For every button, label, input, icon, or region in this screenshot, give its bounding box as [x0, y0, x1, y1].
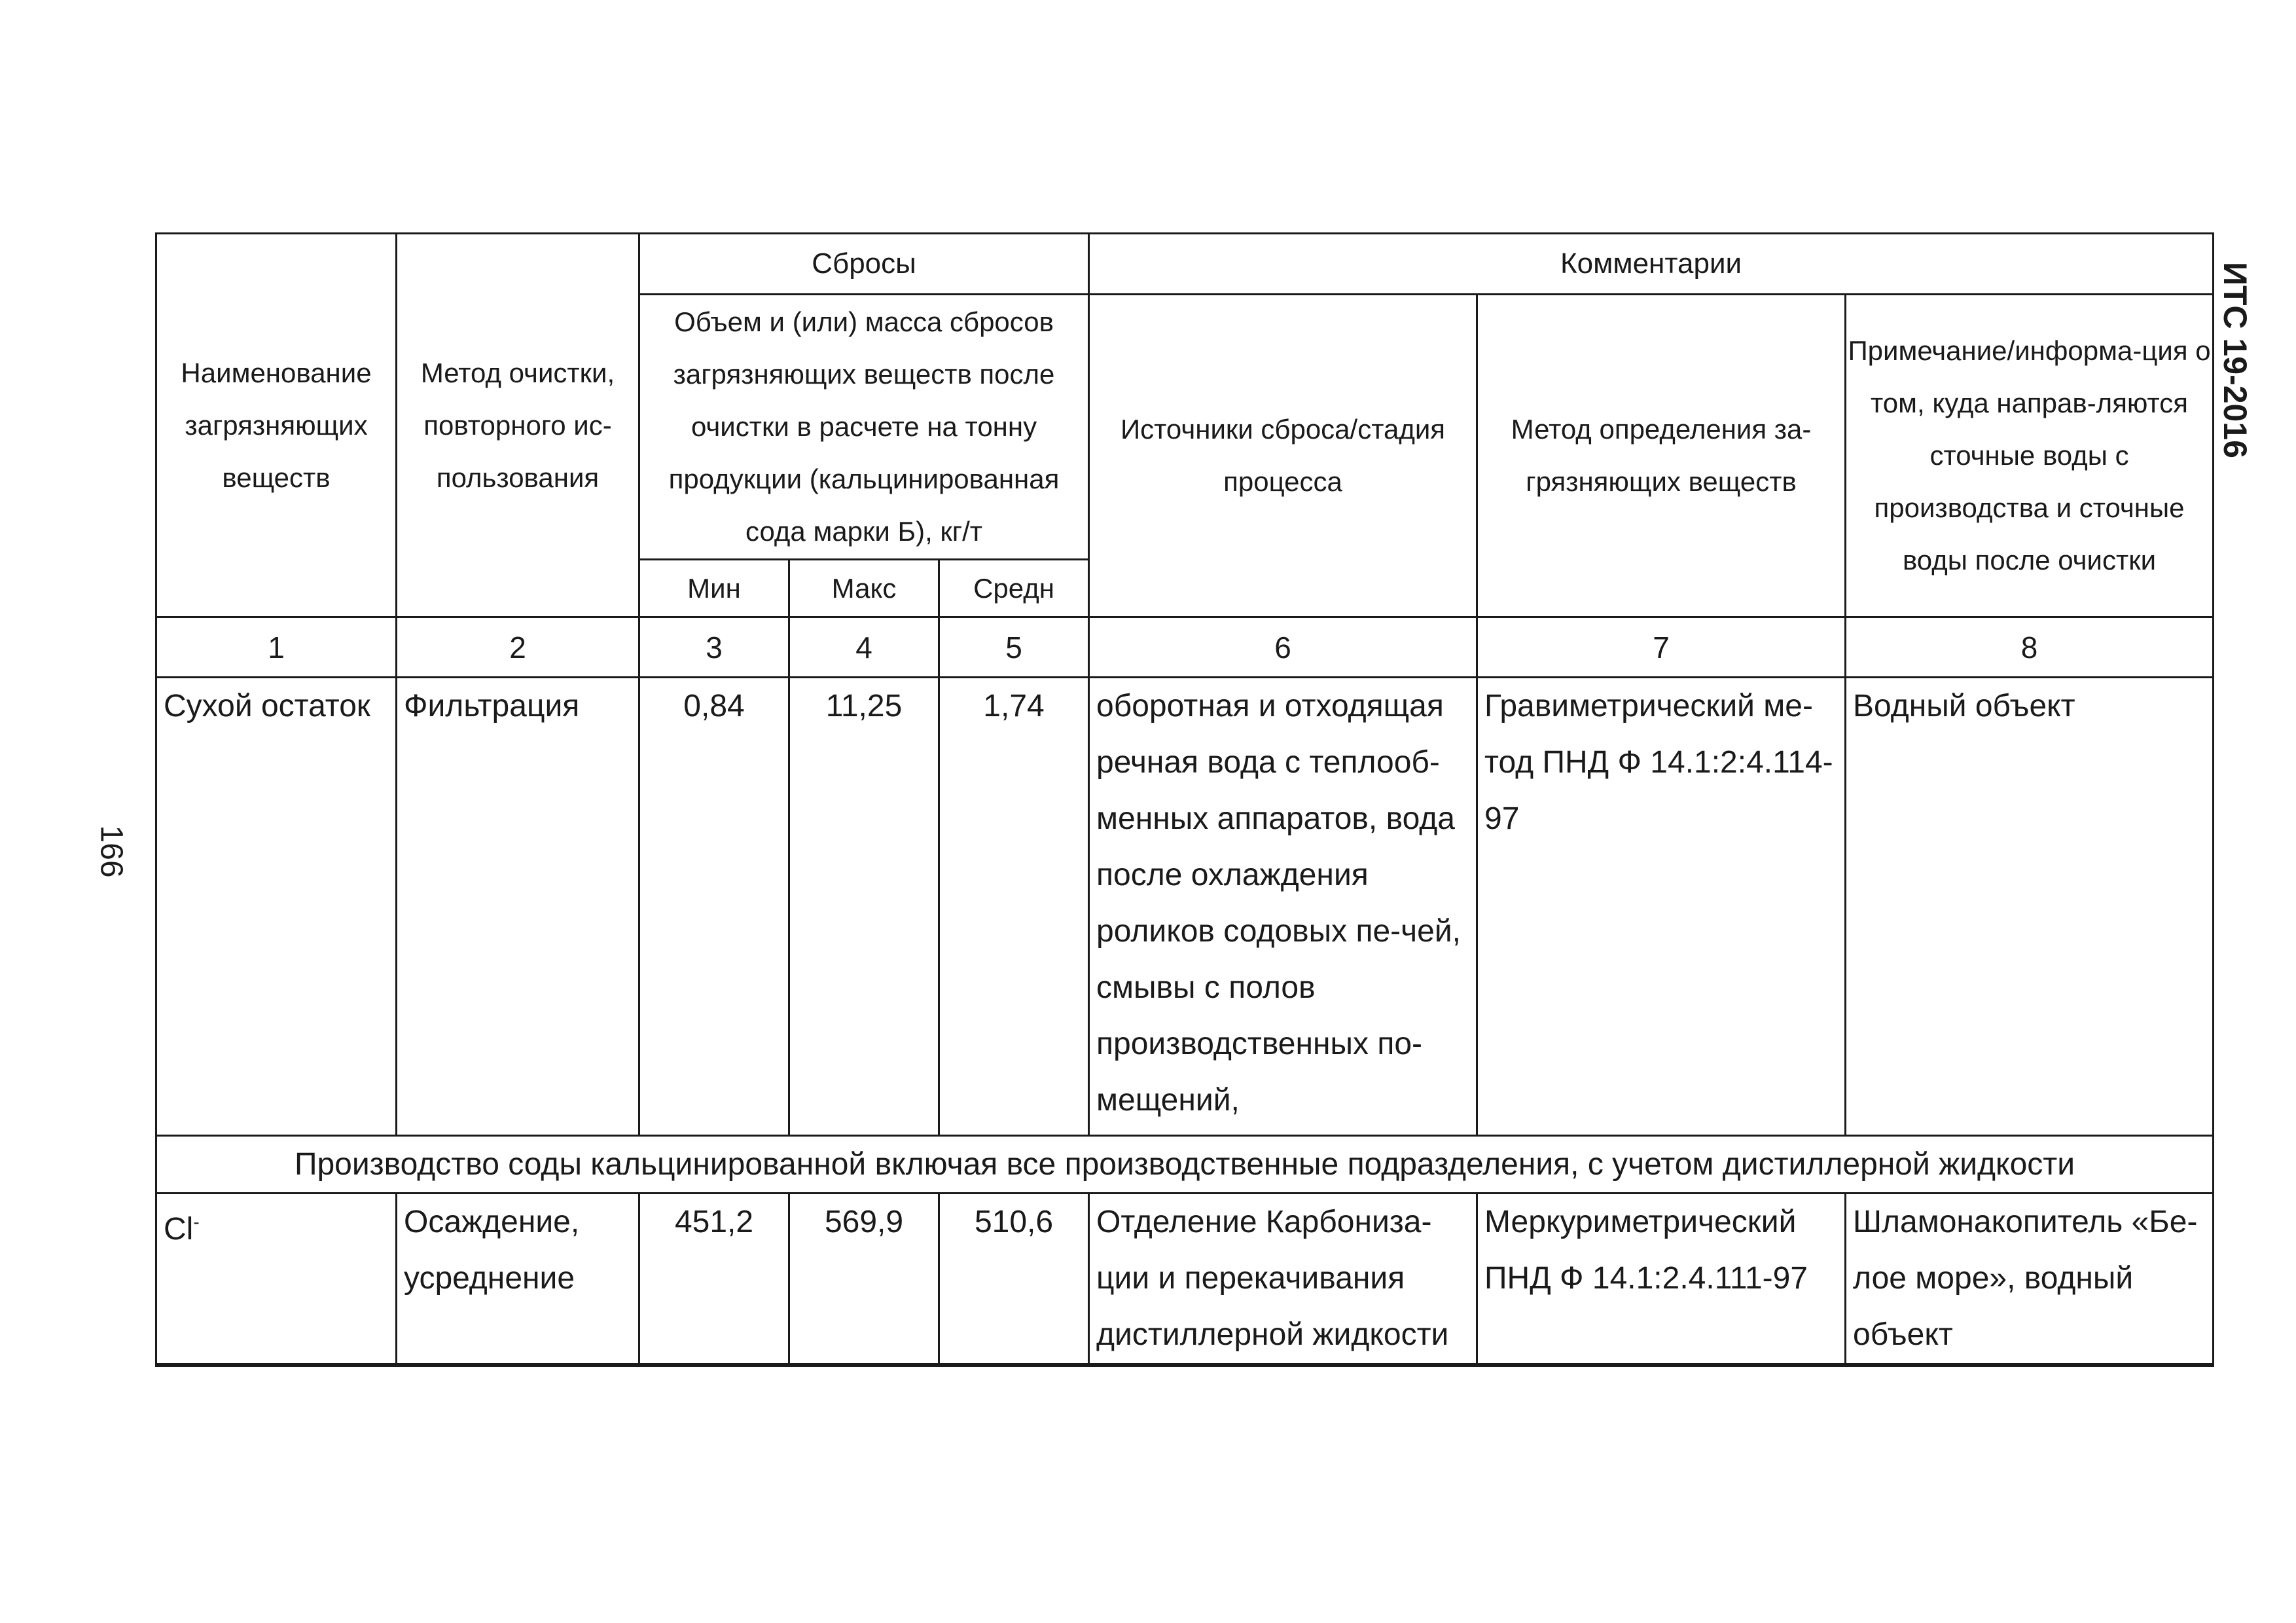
cell-note: Водный объект	[1846, 678, 2214, 1136]
header-row-1	[156, 234, 2214, 295]
cell-min: 0,84	[639, 678, 789, 1136]
table-row	[156, 678, 2214, 1136]
column-number: 8	[1846, 617, 2214, 678]
column-number: 7	[1477, 617, 1846, 678]
cell-source: Отделение Карбониза-ции и перекачивания дистиллерной жидкости	[1089, 1194, 1477, 1366]
page-number	[85, 815, 137, 887]
section-title: Производство соды кальцинированной включая все производственные подразделения, с учетом дистиллерной жидкости	[156, 1136, 2214, 1194]
cell-substance	[156, 1194, 397, 1366]
header-substance: Наименование загрязняющих веществ	[156, 234, 397, 617]
cell-max: 569,9	[789, 1194, 939, 1366]
cell-method: Фильтрация	[397, 678, 639, 1136]
cell-method: Осаждение, усреднение	[397, 1194, 639, 1366]
page-number-text: 166	[94, 824, 129, 878]
column-number: 4	[789, 617, 939, 678]
header-min: Мин	[639, 560, 789, 617]
discharges-table	[155, 232, 2214, 1367]
cell-note: Шламонакопитель «Бе-лое море», водный объект	[1846, 1194, 2214, 1366]
table-row	[156, 1194, 2214, 1366]
substance-charge: -	[193, 1212, 200, 1232]
header-volume-description: Объем и (или) масса сбросов загрязняющих веществ после очистки в расчете на тонну продукции (кальцинированная сода марки Б), кг/т	[639, 295, 1089, 560]
cell-avg: 510,6	[939, 1194, 1089, 1366]
header-note: Примечание/информа-ция о том, куда направ-ляются сточные воды с производства и сточные воды после очистки	[1846, 295, 2214, 617]
cell-determination: Меркуриметрический ПНД Ф 14.1:2.4.111-97	[1477, 1194, 1846, 1366]
cell-avg: 1,74	[939, 678, 1089, 1136]
section-row	[156, 1136, 2214, 1194]
column-number: 3	[639, 617, 789, 678]
cell-determination: Гравиметрический ме-тод ПНД Ф 14.1:2:4.114-97	[1477, 678, 1846, 1136]
column-numbers-row	[156, 617, 2214, 678]
header-determination-method: Метод определения за-грязняющих веществ	[1477, 295, 1846, 617]
header-discharges: Сбросы	[639, 234, 1089, 295]
header-max: Макс	[789, 560, 939, 617]
column-number: 6	[1089, 617, 1477, 678]
header-source: Источники сброса/стадия процесса	[1089, 295, 1477, 617]
substance-formula: Cl	[164, 1212, 194, 1247]
cell-min: 451,2	[639, 1194, 789, 1366]
column-number: 1	[156, 617, 397, 678]
column-number: 5	[939, 617, 1089, 678]
column-number: 2	[397, 617, 639, 678]
cell-max: 11,25	[789, 678, 939, 1136]
header-method: Метод очистки, повторного ис-пользования	[397, 234, 639, 617]
cell-substance: Сухой остаток	[156, 678, 397, 1136]
cell-source: оборотная и отходящая речная вода с теплооб-менных аппаратов, вода после охлаждения роликов содовых пе-чей, смывы с полов производственных по-мещений,	[1089, 678, 1477, 1136]
document-code-text: ИТС 19-2016	[2217, 262, 2254, 458]
header-comments: Комментарии	[1089, 234, 2214, 295]
header-avg: Средн	[939, 560, 1089, 617]
